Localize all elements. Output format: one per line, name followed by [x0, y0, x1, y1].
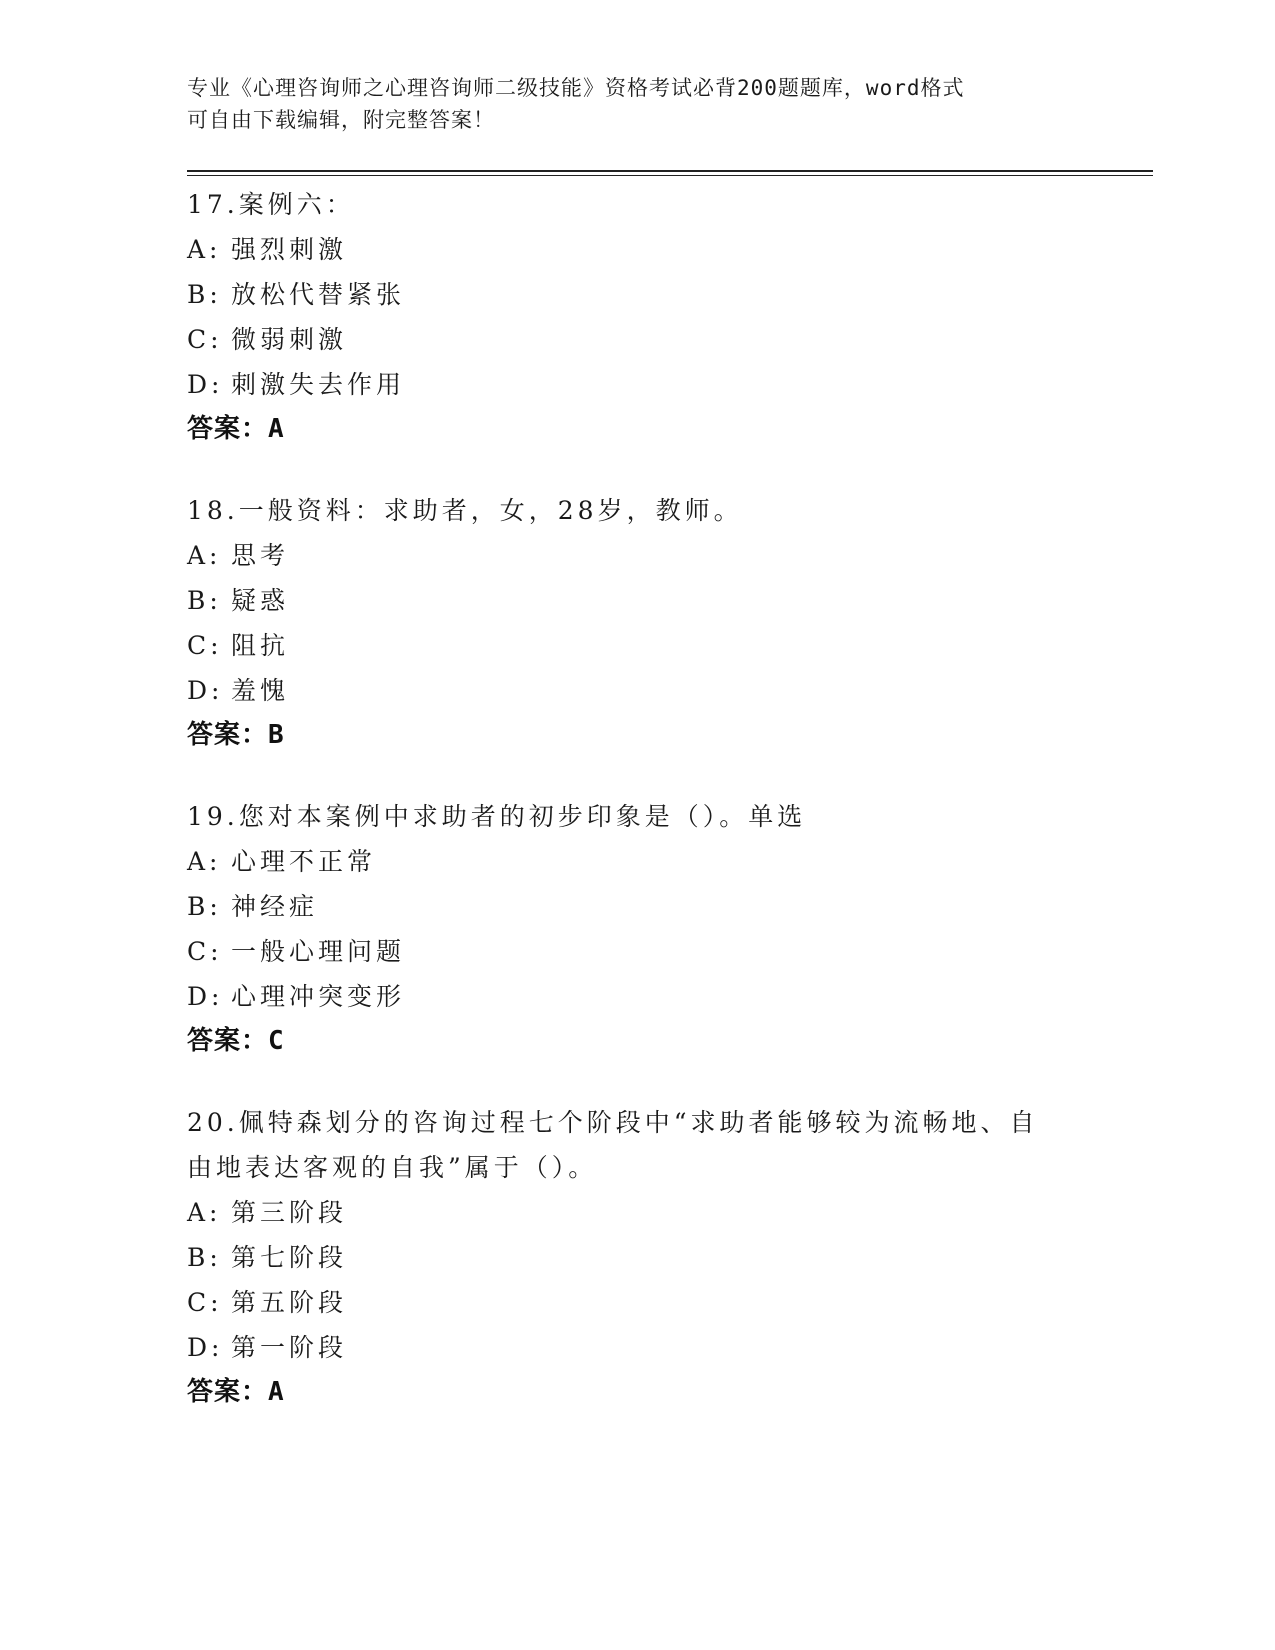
- option-letter: B:: [187, 892, 222, 921]
- question-20: [187, 1100, 1153, 1415]
- option-text: 第七阶段: [231, 1243, 348, 1272]
- option-letter: B:: [187, 1243, 222, 1272]
- option-text: 思考: [231, 541, 290, 570]
- option-a: [187, 839, 1153, 884]
- question-number: 17.: [187, 190, 239, 219]
- question-text: 佩特森划分的咨询过程七个阶段中“求助者能够较为流畅地、自由地表达客观的自我”属于（）。: [187, 1108, 1039, 1182]
- option-letter: C:: [187, 1288, 223, 1317]
- option-letter: A:: [187, 541, 222, 570]
- header-line-2: 可自由下载编辑，附完整答案！: [187, 108, 495, 132]
- option-d: [187, 974, 1153, 1019]
- option-text: 阻抗: [231, 631, 290, 660]
- question-stem: [187, 794, 1067, 839]
- question-19: [187, 794, 1153, 1064]
- header-line-1: 专业《心理咨询师之心理咨询师二级技能》资格考试必背200题题库，word格式: [187, 76, 965, 100]
- question-number: 18.: [187, 496, 239, 525]
- option-letter: C:: [187, 937, 223, 966]
- answer-line: [187, 713, 1153, 758]
- option-c: [187, 317, 1153, 362]
- answer-label: 答案：: [187, 1377, 269, 1407]
- answer-line: [187, 1019, 1153, 1064]
- option-d: [187, 1325, 1153, 1370]
- header-divider: [187, 170, 1153, 176]
- option-letter: D:: [187, 982, 224, 1011]
- answer-line: [187, 1370, 1153, 1415]
- question-text: 案例六：: [238, 190, 355, 219]
- option-c: [187, 929, 1153, 974]
- option-d: [187, 362, 1153, 407]
- option-text: 疑惑: [231, 586, 290, 615]
- question-stem: [187, 1100, 1067, 1190]
- option-letter: C:: [187, 631, 223, 660]
- option-text: 强烈刺激: [231, 235, 348, 264]
- option-b: [187, 1235, 1153, 1280]
- question-17: [187, 182, 1153, 452]
- answer-label: 答案：: [187, 720, 269, 750]
- document-header: [187, 72, 1067, 136]
- answer-value: B: [268, 720, 285, 750]
- option-text: 第五阶段: [231, 1288, 348, 1317]
- option-a: [187, 1190, 1153, 1235]
- option-letter: D:: [187, 1333, 224, 1362]
- option-text: 一般心理问题: [231, 937, 406, 966]
- option-b: [187, 578, 1153, 623]
- option-letter: A:: [187, 235, 222, 264]
- option-a: [187, 533, 1153, 578]
- question-stem: [187, 182, 1067, 227]
- option-text: 羞愧: [231, 676, 290, 705]
- answer-label: 答案：: [187, 414, 269, 444]
- option-b: [187, 272, 1153, 317]
- option-text: 刺激失去作用: [231, 370, 406, 399]
- document-page: [187, 72, 1153, 1451]
- question-number: 20.: [187, 1108, 239, 1137]
- option-letter: A:: [187, 1198, 222, 1227]
- option-c: [187, 1280, 1153, 1325]
- option-text: 第一阶段: [231, 1333, 348, 1362]
- option-letter: B:: [187, 586, 222, 615]
- option-d: [187, 668, 1153, 713]
- option-text: 心理冲突变形: [231, 982, 406, 1011]
- question-text: 一般资料：求助者，女，28岁，教师。: [238, 496, 743, 525]
- option-text: 神经症: [231, 892, 319, 921]
- question-18: [187, 488, 1153, 758]
- option-letter: B:: [187, 280, 222, 309]
- answer-line: [187, 407, 1153, 452]
- option-a: [187, 227, 1153, 272]
- option-b: [187, 884, 1153, 929]
- answer-value: A: [268, 414, 285, 444]
- question-list: [187, 182, 1153, 1415]
- option-letter: D:: [187, 370, 224, 399]
- answer-label: 答案：: [187, 1026, 269, 1056]
- option-text: 放松代替紧张: [231, 280, 406, 309]
- answer-value: A: [268, 1377, 285, 1407]
- option-letter: A:: [187, 847, 222, 876]
- question-number: 19.: [187, 802, 239, 831]
- option-c: [187, 623, 1153, 668]
- question-stem: [187, 488, 1067, 533]
- question-text: 您对本案例中求助者的初步印象是（）。单选: [238, 802, 807, 831]
- option-letter: C:: [187, 325, 223, 354]
- option-text: 心理不正常: [231, 847, 377, 876]
- option-letter: D:: [187, 676, 224, 705]
- option-text: 第三阶段: [231, 1198, 348, 1227]
- option-text: 微弱刺激: [231, 325, 348, 354]
- answer-value: C: [268, 1026, 285, 1056]
